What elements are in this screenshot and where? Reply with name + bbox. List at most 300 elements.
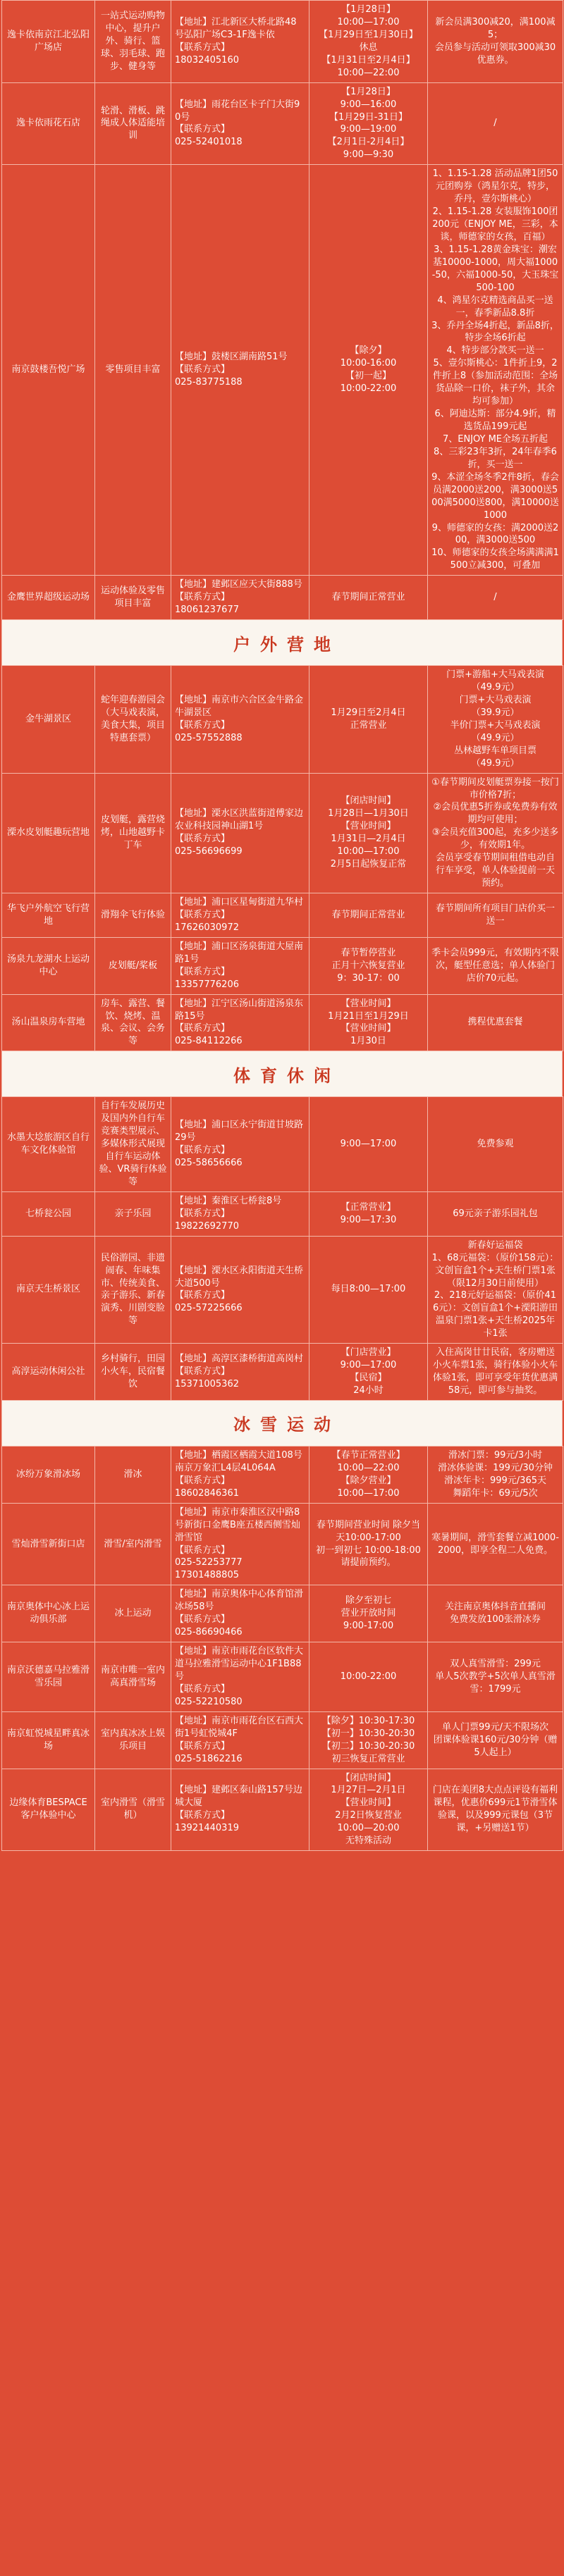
- address-contact-line: 025-57552888: [175, 732, 243, 743]
- venue-name-cell: [2, 666, 95, 774]
- table-row: [2, 1503, 563, 1585]
- activity-type-line: 房车、露营、餐饮、烧烤、温泉、会议、会务等: [100, 998, 165, 1047]
- opening-hours-cell: [309, 1503, 428, 1585]
- venue-name-cell: [2, 165, 95, 576]
- opening-hours-cell: [309, 773, 428, 893]
- promotion-line: 滑冰体验课：199元/30分钟: [438, 1462, 553, 1473]
- address-contact-line: 18032405160: [175, 54, 239, 66]
- address-contact-line: 【地址】南京市雨花台区石西大街1号虹悦城4F: [175, 1715, 304, 1739]
- address-contact-line: 【联系方式】: [175, 719, 231, 731]
- opening-hours-line: 1月27日—2月1日: [331, 1785, 406, 1796]
- venue-name-line: 汤山温泉房车营地: [11, 1017, 85, 1028]
- activity-type-line: 自行车发展历史及国内外自行车竞赛类型展示、多媒体形式展现自行车运动体验、VR骑行体验等: [99, 1101, 167, 1187]
- venue-name-line: 高淳运动休闲公社: [11, 1366, 85, 1377]
- opening-hours-line: 正月十六恢复营业: [331, 960, 405, 971]
- venue-name-line: 逸卡依雨花石店: [16, 118, 80, 129]
- table-row: [2, 893, 563, 938]
- promotion-cell: [428, 1642, 563, 1712]
- promotion-cell: [428, 773, 563, 893]
- address-contact-line: 【联系方式】: [175, 1366, 231, 1377]
- address-contact-cell: [171, 1097, 309, 1192]
- table-row: [2, 1446, 563, 1503]
- venue-name-cell: [2, 1, 95, 83]
- venue-name-cell: [2, 773, 95, 893]
- activity-type-cell: [95, 165, 171, 576]
- venue-table: [1, 665, 563, 1051]
- venue-name-line: 冰纷万象滑冰场: [16, 1468, 80, 1480]
- address-contact-line: 025-51862216: [175, 1753, 243, 1764]
- venue-name-cell: [2, 1769, 95, 1851]
- address-contact-line: 【联系方式】: [175, 909, 231, 920]
- opening-hours-line: 10:00—17:00: [337, 16, 400, 27]
- address-contact-cell: [171, 1585, 309, 1642]
- opening-hours-line: 【初二】10:30-20:30: [321, 1740, 415, 1752]
- opening-hours-line: 【1月28日】: [341, 86, 396, 97]
- promotion-line: 关注南京奥体抖音直播间: [444, 1602, 546, 1613]
- opening-hours-line: 1月31日—2月4日: [331, 834, 406, 845]
- activity-type-line: 民俗游园、非遗闹春、年味集市、传统美食、亲子游乐、新春演秀、川剧变脸等: [100, 1252, 165, 1327]
- venue-name-line: 南京虹悦城星畔真冰场: [6, 1728, 90, 1752]
- promotion-line: 春节期间所有项目门店价买一送一: [435, 903, 555, 927]
- promotion-line: 新会员满300减20，满100减5；: [435, 16, 556, 40]
- promotion-line: 单人5次教学+5次单人真雪滑雪：1799元: [435, 1671, 556, 1695]
- table-row: [2, 1236, 563, 1344]
- address-contact-line: 025-58656666: [175, 1158, 243, 1169]
- address-contact-line: 025-57225666: [175, 1303, 243, 1314]
- section-title: 体育休闲: [1, 1051, 563, 1096]
- address-contact-line: 【联系方式】: [175, 1208, 231, 1219]
- promotion-cell: [428, 1097, 563, 1192]
- promotion-cell: [428, 1711, 563, 1769]
- opening-hours-cell: [309, 576, 428, 620]
- promotion-line: 入住高岗廿廿民宿，客房赠送小火车票1张，骑行体验小火车体验1张，即可享受年货优惠满58元，即可参与抽奖。: [432, 1347, 558, 1396]
- opening-hours-line: 10:00-16:00: [340, 358, 397, 369]
- opening-hours-line: 10:00—22:00: [337, 67, 400, 78]
- venue-name-line: 溧水皮划艇趣玩营地: [6, 827, 90, 838]
- promotion-line: 8、三彩23年3折，24年春季6折，买一送一: [434, 446, 557, 470]
- activity-type-line: 冰上运动: [114, 1608, 152, 1619]
- activity-type-line: 室内真冰冰上娱乐项目: [100, 1728, 165, 1752]
- address-contact-line: 【地址】南京市秦淮区汉中路8号新街口金鹰B座五楼西侧雪灿滑雪馆: [175, 1506, 300, 1543]
- opening-hours-line: 休息: [359, 42, 378, 53]
- venue-name-cell: [2, 893, 95, 938]
- opening-hours-cell: [309, 893, 428, 938]
- opening-hours-cell: [309, 1236, 428, 1344]
- activity-type-cell: [95, 576, 171, 620]
- address-contact-line: 025-52401018: [175, 137, 243, 148]
- address-contact-line: 【联系方式】: [175, 1740, 231, 1752]
- table-row: [2, 165, 563, 576]
- promotion-line: 滑冰年卡：999元/365天: [443, 1475, 546, 1486]
- promotion-line: /: [494, 592, 497, 603]
- opening-hours-cell: [309, 82, 428, 165]
- promotion-line: （49.9元）: [471, 682, 520, 693]
- address-contact-line: 17301488805: [175, 1570, 239, 1581]
- opening-hours-line: 【1月31日至2月4日】: [321, 54, 415, 66]
- activity-type-cell: [95, 773, 171, 893]
- venue-name-line: 南京奥体中心冰上运动俱乐部: [6, 1602, 90, 1626]
- promotion-line: /: [494, 118, 497, 129]
- promotion-line: 69元亲子游乐园礼包: [453, 1208, 538, 1219]
- promotion-line: 5、壹尔斯桃心：1件折上9，2件折上8（参加活动范围：全场货品除一口价，袜子外，其余均可参加）: [432, 358, 558, 407]
- address-contact-line: 025-83775188: [175, 377, 243, 388]
- address-contact-cell: [171, 937, 309, 994]
- address-contact-line: 【联系方式】: [175, 966, 231, 977]
- opening-hours-line: 【营业时间】: [341, 998, 396, 1009]
- opening-hours-line: 9:00—16:00: [340, 99, 397, 110]
- opening-hours-line: 9:00—19:00: [340, 124, 397, 135]
- opening-hours-line: 10:00—17:00: [337, 1487, 400, 1499]
- opening-hours-line: 【正常营业】: [341, 1201, 396, 1213]
- address-contact-cell: [171, 82, 309, 165]
- opening-hours-line: 【营业时间】: [341, 1023, 396, 1034]
- venue-name-line: 南京天生桥景区: [16, 1284, 80, 1295]
- address-contact-line: 【地址】建邺区应天大街888号: [175, 579, 302, 590]
- activity-type-cell: [95, 1642, 171, 1712]
- activity-type-line: 滑雪/室内滑雪: [104, 1538, 162, 1549]
- activity-type-line: 滑翔伞飞行体验: [100, 909, 165, 920]
- address-contact-line: 【联系方式】: [175, 1683, 231, 1695]
- address-contact-line: 18061237677: [175, 605, 239, 616]
- address-contact-cell: [171, 1446, 309, 1503]
- address-contact-line: 【联系方式】: [175, 42, 231, 53]
- opening-hours-line: 【闭店时间】: [341, 1772, 396, 1783]
- address-contact-line: 【联系方式】: [175, 364, 231, 376]
- promotion-line: 滑冰门票：99元/3小时: [448, 1449, 543, 1461]
- promotion-cell: [428, 1191, 563, 1236]
- promotion-cell: [428, 82, 563, 165]
- address-contact-line: 【联系方式】: [175, 1544, 231, 1556]
- promotion-cell: [428, 1585, 563, 1642]
- opening-hours-line: 【1月28日】: [341, 4, 396, 15]
- venue-name-line: 汤泉九龙湖水上运动中心: [6, 953, 90, 977]
- venue-name-line: 七桥瓮公园: [25, 1208, 71, 1219]
- promotion-line: ②会员优惠5折券或免费券有效期均可使用；: [433, 802, 558, 826]
- opening-hours-line: 24小时: [353, 1385, 384, 1396]
- activity-type-cell: [95, 893, 171, 938]
- promotion-line: 单人门票99元/天不限场次: [442, 1721, 548, 1733]
- promotion-line: 季卡会员999元，有效期内不限次，艇型任意选；单人体验门店价70元起。: [431, 947, 559, 984]
- opening-hours-line: 【除夕】10:30-17:30: [321, 1715, 415, 1726]
- address-contact-line: 19822692770: [175, 1220, 239, 1232]
- venue-name-cell: [2, 1446, 95, 1503]
- venue-name-cell: [2, 1097, 95, 1192]
- promotion-line: 门店在美团8大点点评设有福利课程，优惠价699元1节滑雪体验课，以及999元课包（3节课，+另赠送1节）: [432, 1785, 558, 1834]
- venue-name-cell: [2, 1191, 95, 1236]
- promotion-cell: [428, 666, 563, 774]
- promotion-line: 3、1.15-1.28黄金珠宝：潮宏基10000-1000，周大福1000-50，六福1000-50，大玉珠宝500-100: [431, 244, 559, 293]
- address-contact-line: 【地址】江北新区大桥北路48号弘阳广场C3-1F逸卡依: [175, 16, 297, 40]
- venue-name-line: 雪灿滑雪新街口店: [11, 1538, 85, 1549]
- address-contact-line: 【地址】浦口区星甸街道九华村: [175, 897, 304, 908]
- activity-type-cell: [95, 1711, 171, 1769]
- venue-name-line: 水墨大埝旅游区自行车文化体验馆: [6, 1132, 90, 1156]
- promotion-cell: [428, 165, 563, 576]
- opening-hours-line: 【初一】10:30-20:30: [321, 1728, 415, 1739]
- opening-hours-line: 9:00—17:00: [340, 1360, 397, 1371]
- section-title: 冰雪运动: [1, 1401, 563, 1446]
- promotion-cell: [428, 1446, 563, 1503]
- activity-type-line: 皮划艇/桨板: [108, 960, 158, 971]
- address-contact-line: 【联系方式】: [175, 1145, 231, 1156]
- opening-hours-line: 10:00-22:00: [340, 383, 397, 395]
- opening-hours-line: 1月21日至1月29日: [328, 1010, 409, 1022]
- promotion-cell: [428, 1769, 563, 1851]
- table-row: [2, 1711, 563, 1769]
- opening-hours-line: 【1月29日至1月30日】: [319, 29, 418, 40]
- activity-type-line: 乡村骑行，田园小火车，民宿餐饮: [100, 1354, 165, 1390]
- address-contact-line: 【地址】溧水区永阳街道天生桥大道500号: [175, 1265, 304, 1289]
- address-contact-cell: [171, 1503, 309, 1585]
- opening-hours-line: 2月2日恢复营业: [335, 1810, 402, 1821]
- activity-type-line: 皮划艇，露营烧烤，山地越野卡丁车: [100, 815, 165, 851]
- table-row: [2, 1, 563, 83]
- venue-name-line: 边缘体育BESPACE客户体验中心: [9, 1797, 87, 1821]
- promotion-line: 9、师德家的女孩：满2000送200，满3000送500: [431, 522, 559, 546]
- promotion-line: 携程优惠套餐: [467, 1017, 523, 1028]
- activity-type-cell: [95, 1503, 171, 1585]
- venue-name-line: 金鹰世界超级运动场: [6, 592, 90, 603]
- section-title: 户外营地: [1, 620, 563, 665]
- address-contact-line: 025-52210580: [175, 1696, 243, 1707]
- opening-hours-line: 1月30日: [350, 1036, 386, 1047]
- promotion-line: （39.9元）: [471, 707, 520, 718]
- opening-hours-cell: [309, 1711, 428, 1769]
- address-contact-cell: [171, 994, 309, 1051]
- opening-hours-line: 1月28日—1月30日: [328, 808, 409, 819]
- opening-hours-line: 2月5日起恢复正常: [330, 859, 407, 870]
- promotion-line: 半价门票+大马戏表演: [450, 719, 541, 731]
- opening-hours-line: 9：30-17：00: [337, 972, 400, 984]
- promotion-line: 9、本涩全场冬季2件8折，春会员满2000送200，满3000送500满5000送800，满10000送1000: [431, 471, 559, 521]
- address-contact-cell: [171, 893, 309, 938]
- table-row: [2, 666, 563, 774]
- table-row: [2, 994, 563, 1051]
- promotion-line: 10、师德家的女孩全场满满满1500立减300，可叠加: [431, 547, 559, 571]
- venue-name-cell: [2, 994, 95, 1051]
- promotion-line: 双人真雪滑雪：299元: [450, 1659, 541, 1669]
- promotion-cell: [428, 576, 563, 620]
- opening-hours-line: 10:00-22:00: [340, 1671, 397, 1682]
- promotion-line: 丛林越野车单项目票: [453, 745, 537, 756]
- address-contact-line: 【联系方式】: [175, 1475, 231, 1486]
- activity-type-cell: [95, 1191, 171, 1236]
- activity-type-line: 亲子乐园: [114, 1208, 152, 1219]
- promotion-cell: [428, 994, 563, 1051]
- address-contact-line: 13921440319: [175, 1823, 239, 1834]
- address-contact-line: 025-56696699: [175, 846, 243, 857]
- opening-hours-line: 春节期间正常营业: [331, 909, 405, 920]
- address-contact-cell: [171, 1769, 309, 1851]
- address-contact-line: 【联系方式】: [175, 592, 231, 603]
- table-row: [2, 937, 563, 994]
- opening-hours-cell: [309, 1, 428, 83]
- opening-hours-line: 10:00—20:00: [337, 1823, 400, 1834]
- activity-type-line: 运动体验及零售项目丰富: [100, 586, 165, 609]
- address-contact-line: 【联系方式】: [175, 1290, 231, 1301]
- promotion-cell: [428, 1, 563, 83]
- opening-hours-line: 每日8:00—17:00: [331, 1284, 406, 1295]
- opening-hours-line: 9:00—17:30: [340, 1214, 397, 1225]
- activity-type-cell: [95, 994, 171, 1051]
- address-contact-cell: [171, 1236, 309, 1344]
- address-contact-line: 025-86690466: [175, 1627, 243, 1638]
- address-contact-cell: [171, 666, 309, 774]
- address-contact-cell: [171, 1344, 309, 1401]
- promotion-line: 4、鸿星尔克精选商品买一送一，春季新品8.8折: [437, 295, 553, 318]
- venue-name-cell: [2, 1585, 95, 1642]
- promotion-line: 会员参与活动可领取300减30优惠券。: [434, 42, 556, 66]
- opening-hours-line: 9:00—9:30: [343, 149, 394, 161]
- opening-hours-line: 春节暂停营业: [341, 947, 396, 958]
- address-contact-line: 【地址】浦口区永宁街道甘坡路29号: [175, 1120, 304, 1144]
- activity-type-cell: [95, 1769, 171, 1851]
- table-row: [2, 773, 563, 893]
- opening-hours-cell: [309, 666, 428, 774]
- activity-type-line: 轮滑、滑板、跳绳成人体适能培训: [100, 105, 165, 142]
- opening-hours-line: 无特殊活动: [345, 1835, 391, 1847]
- activity-type-line: 零售项目丰富: [105, 364, 161, 376]
- table-row: [2, 576, 563, 620]
- opening-hours-line: 【门店营业】: [341, 1347, 396, 1358]
- activity-type-cell: [95, 1, 171, 83]
- opening-hours-line: 初一到初七 10:00-18:00 请提前预约。: [316, 1544, 421, 1568]
- venue-name-line: 逸卡依南京江北弘阳广场店: [6, 29, 90, 53]
- address-contact-line: 【地址】浦口区汤泉街道大屋南路1号: [175, 941, 304, 965]
- opening-hours-cell: [309, 1642, 428, 1712]
- address-contact-line: 【地址】高淳区漆桥街道高岗村: [175, 1354, 304, 1365]
- promotion-line: 团课体验课160元/30分钟（赠5人起上）: [433, 1734, 558, 1758]
- table-row: [2, 1769, 563, 1851]
- opening-hours-line: 9:00-17:00: [343, 1621, 394, 1632]
- address-contact-line: 【地址】南京奥体中心体育馆滑冰场58号: [175, 1589, 304, 1613]
- table-row: [2, 1642, 563, 1712]
- activity-type-cell: [95, 1344, 171, 1401]
- promotion-line: 会员享受春节期间租借电动自行车享受，单人体验提前一天预约。: [435, 853, 555, 889]
- opening-hours-cell: [309, 1585, 428, 1642]
- opening-hours-line: 【除夕营业】: [341, 1475, 396, 1486]
- promotion-line: 6、阿迪达斯：部分4.9折，精选货品199元起: [434, 409, 556, 432]
- activity-type-cell: [95, 82, 171, 165]
- promotion-line: 门票+游船+大马戏表演: [446, 669, 544, 681]
- opening-hours-line: 【初一起】: [345, 371, 391, 382]
- opening-hours-line: 营业开放时间: [341, 1608, 396, 1619]
- opening-hours-line: 【营业时间】: [341, 1797, 396, 1809]
- opening-hours-line: 【营业时间】: [341, 821, 396, 832]
- promotion-line: 4、特步部分款买一送一: [446, 345, 544, 357]
- activity-type-line: 滑冰: [123, 1468, 142, 1480]
- venue-name-cell: [2, 576, 95, 620]
- opening-hours-line: 9:00—17:00: [340, 1139, 397, 1150]
- promotion-cell: [428, 1236, 563, 1344]
- address-contact-cell: [171, 1, 309, 83]
- opening-hours-line: 春节期间营业时间 除夕当天10:00-17:00: [316, 1519, 421, 1543]
- promotion-line: ③会员充值300起，充多少送多少，有效期1年。: [431, 827, 559, 851]
- promotion-line: 2、1.15-1.28 女装服饰100团200元（ENJOY ME，三彩，本谈，师德家的女孩，百福）: [432, 206, 558, 242]
- activity-type-cell: [95, 1097, 171, 1192]
- address-contact-line: 【联系方式】: [175, 834, 231, 845]
- promotion-line: 舞蹈年卡：69元/5次: [453, 1487, 538, 1499]
- activity-type-cell: [95, 1446, 171, 1503]
- address-contact-line: 025-84112266: [175, 1036, 243, 1047]
- opening-hours-line: 【春节正常营业】: [331, 1449, 405, 1461]
- promotion-cell: [428, 893, 563, 938]
- address-contact-cell: [171, 576, 309, 620]
- opening-hours-line: 【除夕】: [350, 345, 387, 357]
- opening-hours-line: 春节期间正常营业: [331, 592, 405, 603]
- opening-hours-cell: [309, 1446, 428, 1503]
- address-contact-line: 【地址】栖霞区栖霞大道108号南京万象汇L4层4L064A: [175, 1449, 302, 1473]
- address-contact-line: 【地址】溧水区洪蓝街道傅家边农业科技园神山湖1号: [175, 808, 304, 832]
- address-contact-line: 15371005362: [175, 1379, 239, 1390]
- activity-type-line: 室内滑雪（滑雪机）: [100, 1797, 165, 1821]
- venue-table: [1, 0, 563, 620]
- address-contact-cell: [171, 1711, 309, 1769]
- activity-type-line: 一站式运动购物中心，提升户外、骑行、篮球、羽毛球、跑步、健身等: [100, 10, 165, 72]
- address-contact-line: 【地址】建邺区泰山路157号边城大厦: [175, 1785, 302, 1809]
- opening-hours-cell: [309, 1097, 428, 1192]
- venue-name-line: 金牛湖景区: [25, 713, 71, 724]
- address-contact-line: 【地址】南京市六合区金牛路金牛湖景区: [175, 694, 304, 718]
- promotion-line: 寒暑期间，滑雪套餐立减1000-2000，即享全程二人免费。: [431, 1532, 559, 1556]
- address-contact-cell: [171, 1642, 309, 1712]
- promotion-cell: [428, 1503, 563, 1585]
- address-contact-line: 13357776206: [175, 979, 239, 990]
- table-row: [2, 1097, 563, 1192]
- venue-name-cell: [2, 1642, 95, 1712]
- address-contact-line: 【联系方式】: [175, 1614, 231, 1626]
- venue-name-cell: [2, 1344, 95, 1401]
- opening-hours-cell: [309, 1191, 428, 1236]
- promotion-cell: [428, 1344, 563, 1401]
- promotion-line: （49.9元）: [471, 757, 520, 769]
- activity-type-cell: [95, 1585, 171, 1642]
- address-contact-line: 【地址】南京市雨花台区软件大道马拉雅滑雪运动中心1F1B88号: [175, 1646, 304, 1682]
- opening-hours-cell: [309, 1769, 428, 1851]
- venue-name-cell: [2, 1711, 95, 1769]
- address-contact-line: 17626030972: [175, 922, 239, 933]
- address-contact-cell: [171, 1191, 309, 1236]
- opening-hours-cell: [309, 994, 428, 1051]
- promotion-line: 1、68元福袋：（原价158元）：文创盲盒1个+天生桥门票1张（限12月30日前使用）: [431, 1252, 559, 1289]
- venue-name-cell: [2, 937, 95, 994]
- promotion-line: ①春节期间皮划艇票券接一按门市价格7折；: [431, 776, 559, 800]
- activity-type-line: 南京市唯一室内高真滑雪场: [100, 1664, 165, 1688]
- address-contact-line: 【联系方式】: [175, 124, 231, 135]
- venue-name-line: 南京鼓楼吾悦广场: [11, 364, 85, 376]
- address-contact-line: 【地址】江宁区汤山街道汤泉东路15号: [175, 998, 304, 1022]
- address-contact-line: 【地址】秦淮区七桥瓮8号: [175, 1195, 282, 1206]
- table-row: [2, 1191, 563, 1236]
- opening-hours-line: 【民宿】: [350, 1373, 387, 1384]
- promotion-line: 免费发放100张滑冰券: [450, 1614, 541, 1626]
- venue-name-cell: [2, 82, 95, 165]
- promotion-line: 3、乔丹全场4折起，新品8折，特步全场6折起: [431, 320, 559, 344]
- venue-table: [1, 1446, 563, 1851]
- opening-hours-cell: [309, 165, 428, 576]
- activity-type-cell: [95, 937, 171, 994]
- opening-hours-line: 【1月29日-31日】: [329, 111, 408, 123]
- opening-hours-line: 除夕至初七: [345, 1595, 391, 1606]
- promotion-line: 7、ENJOY ME全场五折起: [442, 433, 548, 445]
- activity-type-cell: [95, 666, 171, 774]
- promotion-line: 新春好运福袋: [467, 1239, 523, 1251]
- opening-hours-cell: [309, 937, 428, 994]
- venue-table: [1, 1096, 563, 1401]
- address-contact-line: 【联系方式】: [175, 1023, 231, 1034]
- venue-name-cell: [2, 1236, 95, 1344]
- opening-hours-line: 10:00—22:00: [337, 1462, 400, 1473]
